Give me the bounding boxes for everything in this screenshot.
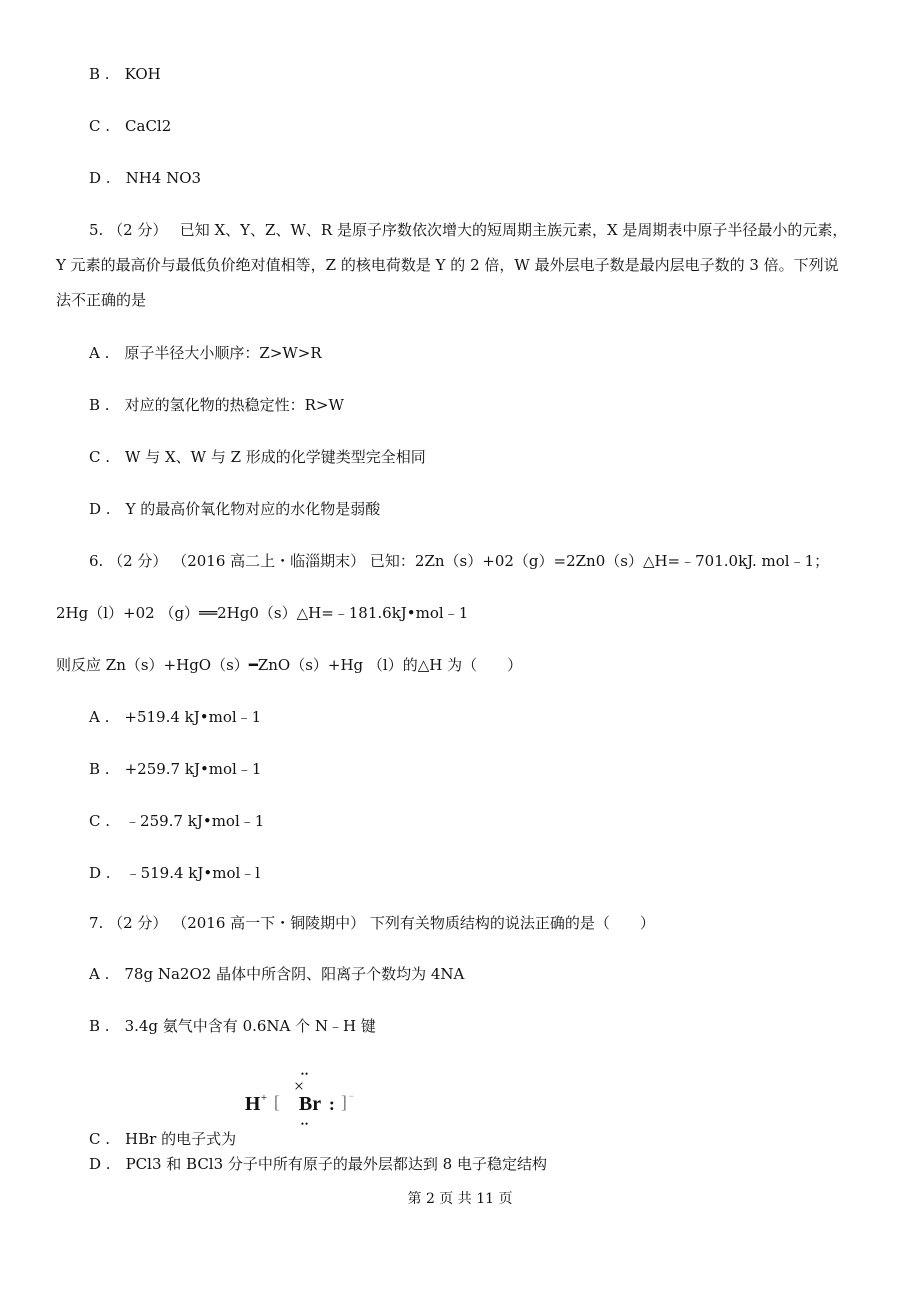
question-text: 已知 X、Y、Z、W、R 是原子序数依次增大的短周期主族元素，X 是周期表中原子半径最小的元素， (179, 221, 848, 239)
option-letter: B (89, 760, 101, 778)
question-7-stem (89, 913, 655, 933)
question-number: 7. (89, 914, 104, 932)
q6-option-b: B . +259.7 kJ•mol﹣1 (89, 760, 262, 778)
formula-cross: × (293, 1076, 305, 1096)
q7-option-a: A . 78g Na2O2 晶体中所含阴、阳离子个数均为 4NA (89, 965, 465, 983)
q6-option-c: C . ﹣259.7 kJ•mol﹣1 (89, 812, 265, 830)
option-letter: B (89, 65, 101, 83)
option-letter: C (89, 448, 101, 466)
option-letter: A (89, 344, 100, 362)
option-d-prev: D . NH4 NO3 (89, 169, 202, 187)
option-letter: C (89, 117, 101, 135)
question-number: 5. (89, 221, 104, 239)
option-b-prev: B . KOH (89, 65, 161, 83)
option-letter: D (89, 864, 102, 882)
option-text: KOH (124, 65, 161, 83)
option-text: Y 的最高价氧化物对应的水化物是弱酸 (125, 500, 381, 518)
option-text: 对应的氢化物的热稳定性：R>W (124, 396, 344, 414)
question-5-line-3: 法不正确的是 (56, 291, 147, 309)
question-text: 已知：2Zn（s）+02（g）=2Zn0（s）△H=﹣701.0kJ. mol﹣1； (369, 552, 830, 570)
question-6-equation-2: 2Hg（l）+02 （g）══2Hg0（s）△H=﹣181.6kJ•mol﹣1 (56, 604, 469, 622)
option-letter: A (89, 708, 100, 726)
formula-h: H (244, 1093, 261, 1115)
q7-option-b: B . 3.4g 氨气中含有 0.6NA 个 N﹣H 键 (89, 1017, 376, 1035)
q5-option-b: B . 对应的氢化物的热稳定性：R>W (89, 396, 344, 414)
option-text: W 与 X、W 与 Z 形成的化学键类型完全相同 (125, 448, 426, 466)
question-points: （2 分） (108, 914, 168, 932)
option-letter: C (89, 812, 101, 830)
option-text: PCl3 和 BCl3 分子中所有原子的最外层都达到 8 电子稳定结构 (125, 1155, 547, 1173)
option-text: CaCl2 (125, 117, 172, 135)
formula-top-dots: •• (300, 1069, 310, 1079)
question-number: 6. (89, 552, 104, 570)
formula-left-bracket: [ (273, 1092, 280, 1112)
option-text: +259.7 kJ•mol﹣1 (124, 760, 262, 778)
formula-plus: + (260, 1092, 268, 1104)
q5-option-d: D . Y 的最高价氧化物对应的水化物是弱酸 (89, 500, 381, 518)
option-text: HBr 的电子式为 (125, 1130, 237, 1148)
option-letter: C (89, 1130, 101, 1148)
option-text: 原子半径大小顺序：Z>W>R (124, 344, 322, 362)
question-source: （2016 高一下・铜陵期中） (172, 914, 366, 932)
option-letter: D (89, 169, 102, 187)
option-text: ﹣519.4 kJ•mol﹣l (125, 864, 261, 882)
q5-option-c: C . W 与 X、W 与 Z 形成的化学键类型完全相同 (89, 448, 426, 466)
q6-option-a: A . +519.4 kJ•mol﹣1 (89, 708, 262, 726)
option-text: +519.4 kJ•mol﹣1 (124, 708, 262, 726)
option-c-prev: C . CaCl2 (89, 117, 172, 135)
formula-right-bracket: ] (340, 1092, 347, 1112)
q7-option-c: C . HBr 的电子式为 H + [ •• × Br : •• ] − (89, 1100, 353, 1150)
question-source: （2016 高二上・临淄期末） (172, 552, 366, 570)
formula-bottom-dots: •• (300, 1119, 310, 1129)
formula-br: Br (298, 1093, 322, 1115)
question-6-stem (89, 551, 829, 571)
question-points: （2 分） (108, 221, 160, 239)
q7-option-d: D . PCl3 和 BCl3 分子中所有原子的最外层都达到 8 电子稳定结构 (89, 1155, 547, 1173)
option-text: 3.4g 氨气中含有 0.6NA 个 N﹣H 键 (124, 1017, 376, 1035)
option-text: NH4 NO3 (125, 169, 202, 187)
formula-minus: − (348, 1091, 354, 1101)
q5-option-a: A . 原子半径大小顺序：Z>W>R (89, 344, 322, 362)
question-5-line-2: Y 元素的最高价与最低负价绝对值相等，Z 的核电荷数是 Y 的 2 倍，W 最外层电子数是最内层电子数的 3 倍。下列说 (56, 256, 839, 274)
option-letter: B (89, 1017, 101, 1035)
page-footer: 第 2 页 共 11 页 (407, 1191, 513, 1207)
option-letter: D (89, 500, 102, 518)
option-letter: B (89, 396, 101, 414)
question-5-stem (89, 220, 847, 240)
question-points: （2 分） (108, 552, 168, 570)
q6-option-d: D . ﹣519.4 kJ•mol﹣l (89, 864, 261, 882)
option-text: ﹣259.7 kJ•mol﹣1 (125, 812, 265, 830)
option-text: 78g Na2O2 晶体中所含阴、阳离子个数均为 4NA (124, 965, 465, 983)
formula-colon: : (328, 1094, 335, 1114)
option-letter: A (89, 965, 100, 983)
hbr-electron-formula (243, 1069, 354, 1150)
option-letter: D (89, 1155, 102, 1173)
question-6-line-3: 则反应 Zn（s）+HgO（s）━ZnO（s）+Hg （l）的△H 为（ ） (56, 656, 523, 674)
question-text: 下列有关物质结构的说法正确的是（ ） (369, 914, 655, 932)
